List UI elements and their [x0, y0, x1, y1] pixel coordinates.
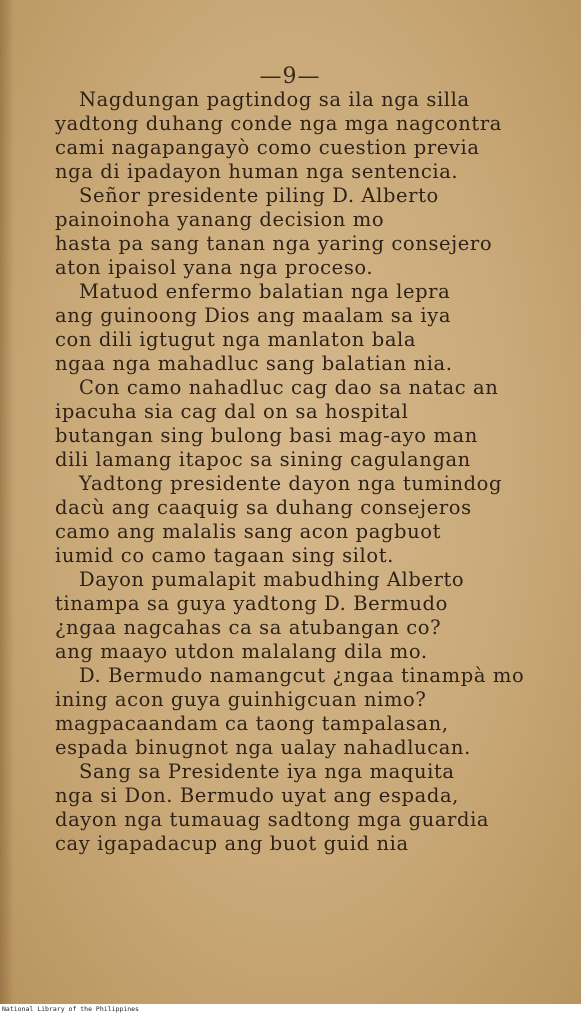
- text-line: dayon nga tumauag sadtong mga guardia: [55, 808, 490, 831]
- text-line: ang guinoong Dios ang maalam sa iya: [55, 304, 452, 327]
- text-line: ngaa nga mahadluc sang balatian nia.: [55, 352, 453, 375]
- text-line: iumid co camo tagaan sing silot.: [55, 544, 394, 567]
- text-line: Señor presidente piling D. Alberto: [79, 184, 439, 207]
- text-line: con dili igtugut nga manlaton bala: [55, 328, 417, 351]
- text-line: dili lamang itapoc sa sining cagulangan: [55, 448, 471, 471]
- text-line: Dayon pumalapit mabudhing Alberto: [79, 568, 465, 591]
- text-line: aton ipaisol yana nga proceso.: [55, 256, 374, 279]
- text-line: espada binugnot nga ualay nahadlucan.: [55, 736, 471, 759]
- text-line: nga di ipadayon human nga sentencia.: [55, 160, 459, 183]
- text-line: dacù ang caaquig sa duhang consejeros: [55, 496, 472, 519]
- text-line: Matuod enfermo balatian nga lepra: [79, 280, 451, 303]
- text-line: Yadtong presidente dayon nga tumindog: [79, 472, 503, 495]
- text-line: D. Bermudo namangcut ¿ngaa tinampà mo: [79, 664, 525, 687]
- text-line: cay igapadacup ang buot guid nia: [55, 832, 409, 855]
- text-line: cami nagapangayò como cuestion previa: [55, 136, 480, 159]
- text-line: magpacaandam ca taong tampalasan,: [55, 712, 449, 735]
- text-line: ¿ngaa nagcahas ca sa atubangan co?: [55, 616, 442, 639]
- text-line: camo ang malalis sang acon pagbuot: [55, 520, 442, 543]
- page-number: —9—: [259, 64, 321, 89]
- text-line: ining acon guya guinhigcuan nimo?: [55, 688, 427, 711]
- page-edge-shadow: [0, 0, 14, 1004]
- text-line: butangan sing bulong basi mag-ayo man: [55, 424, 478, 447]
- text-line: painoinoha yanang decision mo: [55, 208, 385, 231]
- library-credit: National Library of the Philippines: [2, 1005, 139, 1013]
- text-line: yadtong duhang conde nga mga nagcontra: [55, 112, 502, 135]
- text-line: Sang sa Presidente iya nga maquita: [79, 760, 455, 783]
- text-line: Nagdungan pagtindog sa ila nga silla: [79, 88, 470, 111]
- text-line: hasta pa sang tanan nga yaring consejero: [55, 232, 493, 255]
- text-line: ipacuha sia cag dal on sa hospital: [55, 400, 409, 423]
- text-line: nga si Don. Bermudo uyat ang espada,: [55, 784, 459, 807]
- text-line: tinampa sa guya yadtong D. Bermudo: [55, 592, 448, 615]
- text-line: Con camo nahadluc cag dao sa natac an: [79, 376, 499, 399]
- text-line: ang maayo utdon malalang dila mo.: [55, 640, 428, 663]
